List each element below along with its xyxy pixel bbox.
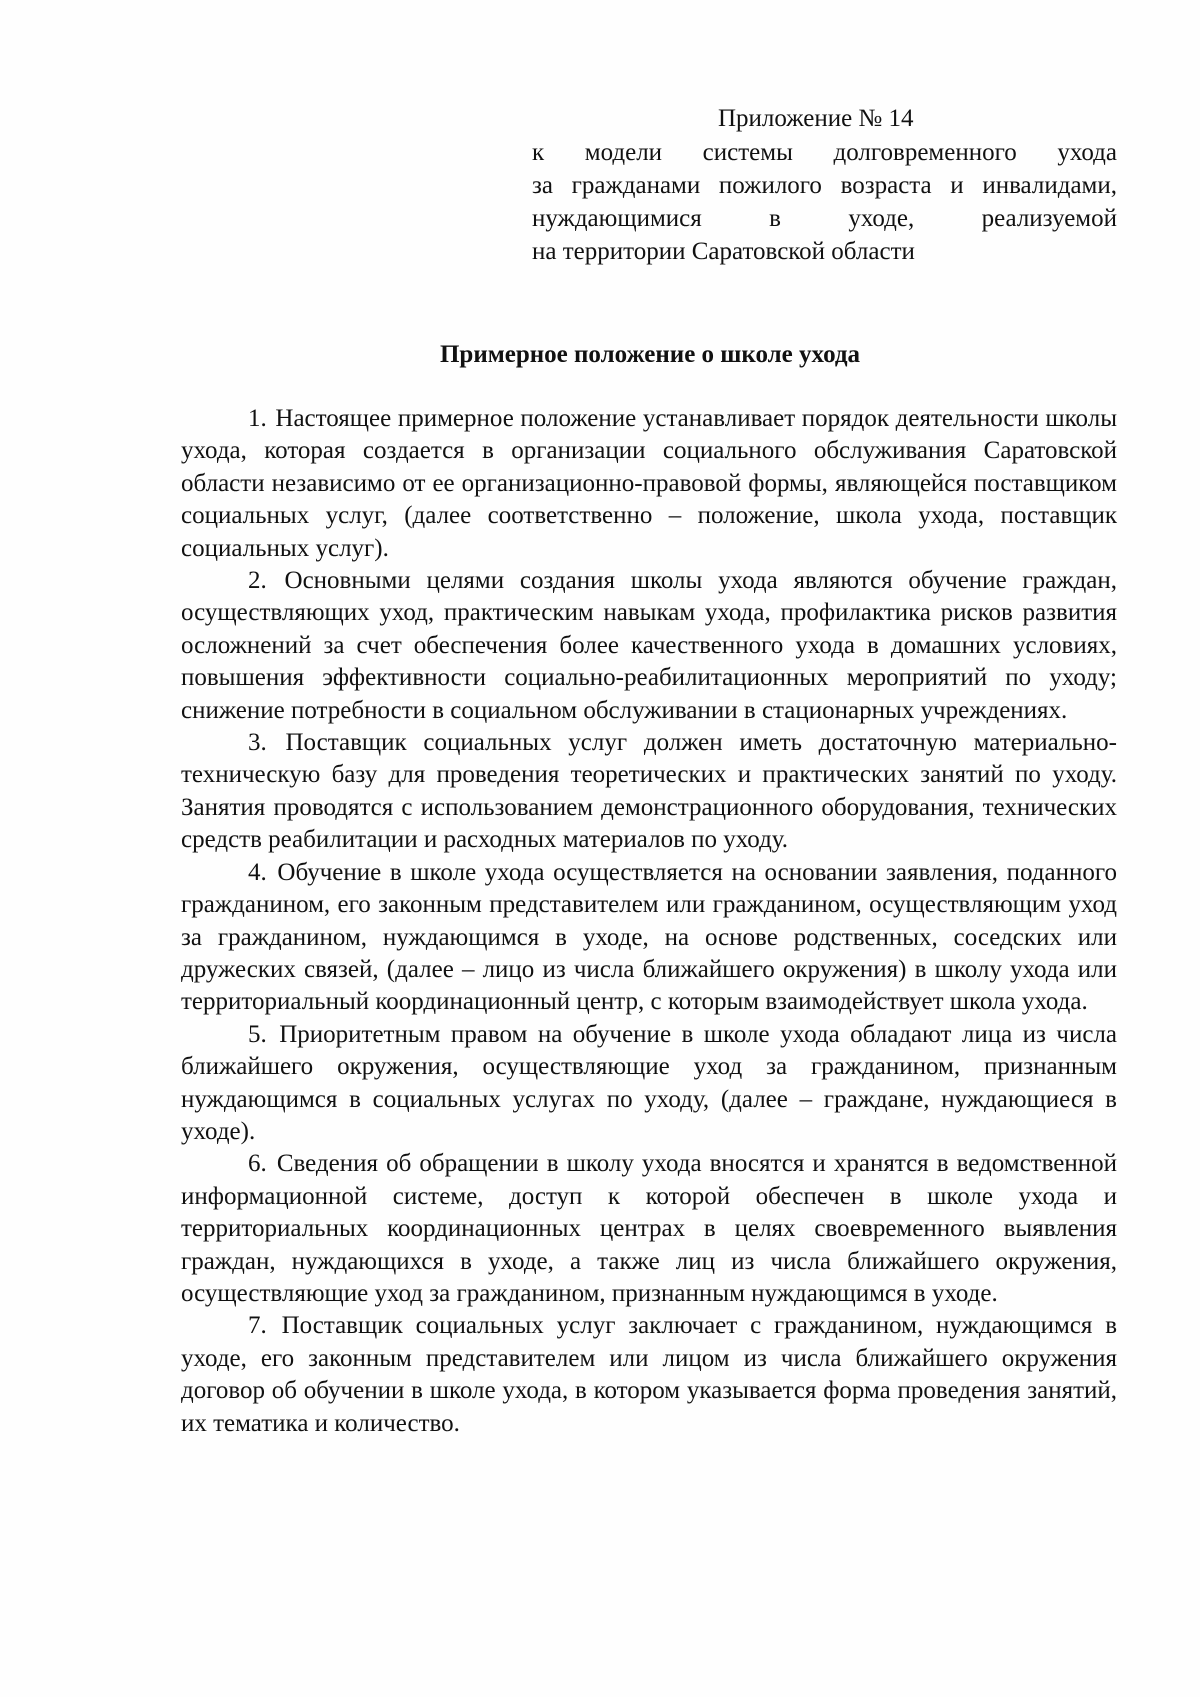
paragraph-text: Основными целями создания школы ухода являются обучение граждан, осуществляющих уход, практическим навыкам ухода, профилактика рисков развития осложнений за счет обеспечения более качественного ухода в домашних условиях, повышения эффективности социально-реабилитационных мероприятий по уходу; снижение потребности в социальном обслуживании в стационарных учреждениях. [181,567,1117,724]
paragraph-7 [181,1310,1117,1440]
annex-line-3: нуждающимися в уходе, реализуемой [532,205,1117,232]
annex-line-2: за гражданами пожилого возраста и инвалидами, [532,172,1117,199]
paragraph-number: 1. [248,405,267,432]
paragraph-1 [181,403,1117,565]
paragraph-text: Поставщик социальных услуг должен иметь достаточную материально-техническую базу для проведения теоретических и практических занятий по уходу. Занятия проводятся с использованием демонстрационного оборудования, технических средств реабилитации и расходных материалов по уходу. [181,729,1117,854]
annex-line-1: к модели системы долговременного ухода [532,139,1117,166]
document-title: Примерное положение о школе ухода [439,341,860,368]
paragraph-text: Настоящее примерное положение устанавливает порядок деятельности школы ухода, которая создается в организации социального обслуживания Саратовской области независимо от ее организационно-правовой формы, являющейся поставщиком социальных услуг, (далее соответственно – положение, школа ухода, поставщик социальных услуг). [181,405,1118,562]
paragraph-number: 3. [248,729,267,757]
paragraph-text: Приоритетным правом на обучение в школе ухода обладают лица из числа ближайшего окружения, осуществляющие уход за гражданином, признанным нуждающимся в социальных услугах по уходу, (далее – граждане, нуждающиеся в уходе). [181,1020,1117,1145]
annex-title: Приложение № 14 [718,105,914,132]
paragraph-number: 4. [248,858,267,886]
paragraph-4 [181,857,1117,1019]
paragraph-number: 7. [248,1312,267,1340]
paragraph-text: Поставщик социальных услуг заключает с гражданином, нуждающимся в уходе, его законным представителем или лицом из числа ближайшего окружения договор об обучении в школе ухода, в котором указывается форма проведения занятий, их тематика и количество. [181,1312,1118,1437]
paragraph-number: 6. [248,1150,267,1178]
annex-line-4: на территории Саратовской области [532,238,915,265]
paragraph-text: Обучение в школе ухода осуществляется на основании заявления, поданного гражданином, его законным представителем или гражданином, осуществляющим уход за гражданином, нуждающимся в уходе, на основе родственных, соседских или дружеских связей, (далее – лицо из числа ближайшего окружения) в школу ухода или территориальный координационный центр, с которым взаимодействует школа ухода. [181,858,1117,1016]
paragraph-5 [181,1019,1117,1149]
paragraph-number: 5. [248,1020,267,1048]
paragraph-text: Сведения об обращении в школу ухода вносятся и хранятся в ведомственной информационной системе, доступ к которой обеспечен в школе ухода и территориальных координационных центрах в целях своевременного выявления граждан, нуждающихся в уходе, а также лиц из числа ближайшего окружения, осуществляющие уход за гражданином, признанным нуждающимся в уходе. [181,1150,1118,1307]
paragraph-3 [181,727,1117,857]
document-body [181,403,1117,1440]
paragraph-number: 2. [248,567,267,595]
paragraph-2 [181,565,1117,727]
paragraph-6 [181,1148,1117,1310]
annex-header [532,102,1117,268]
